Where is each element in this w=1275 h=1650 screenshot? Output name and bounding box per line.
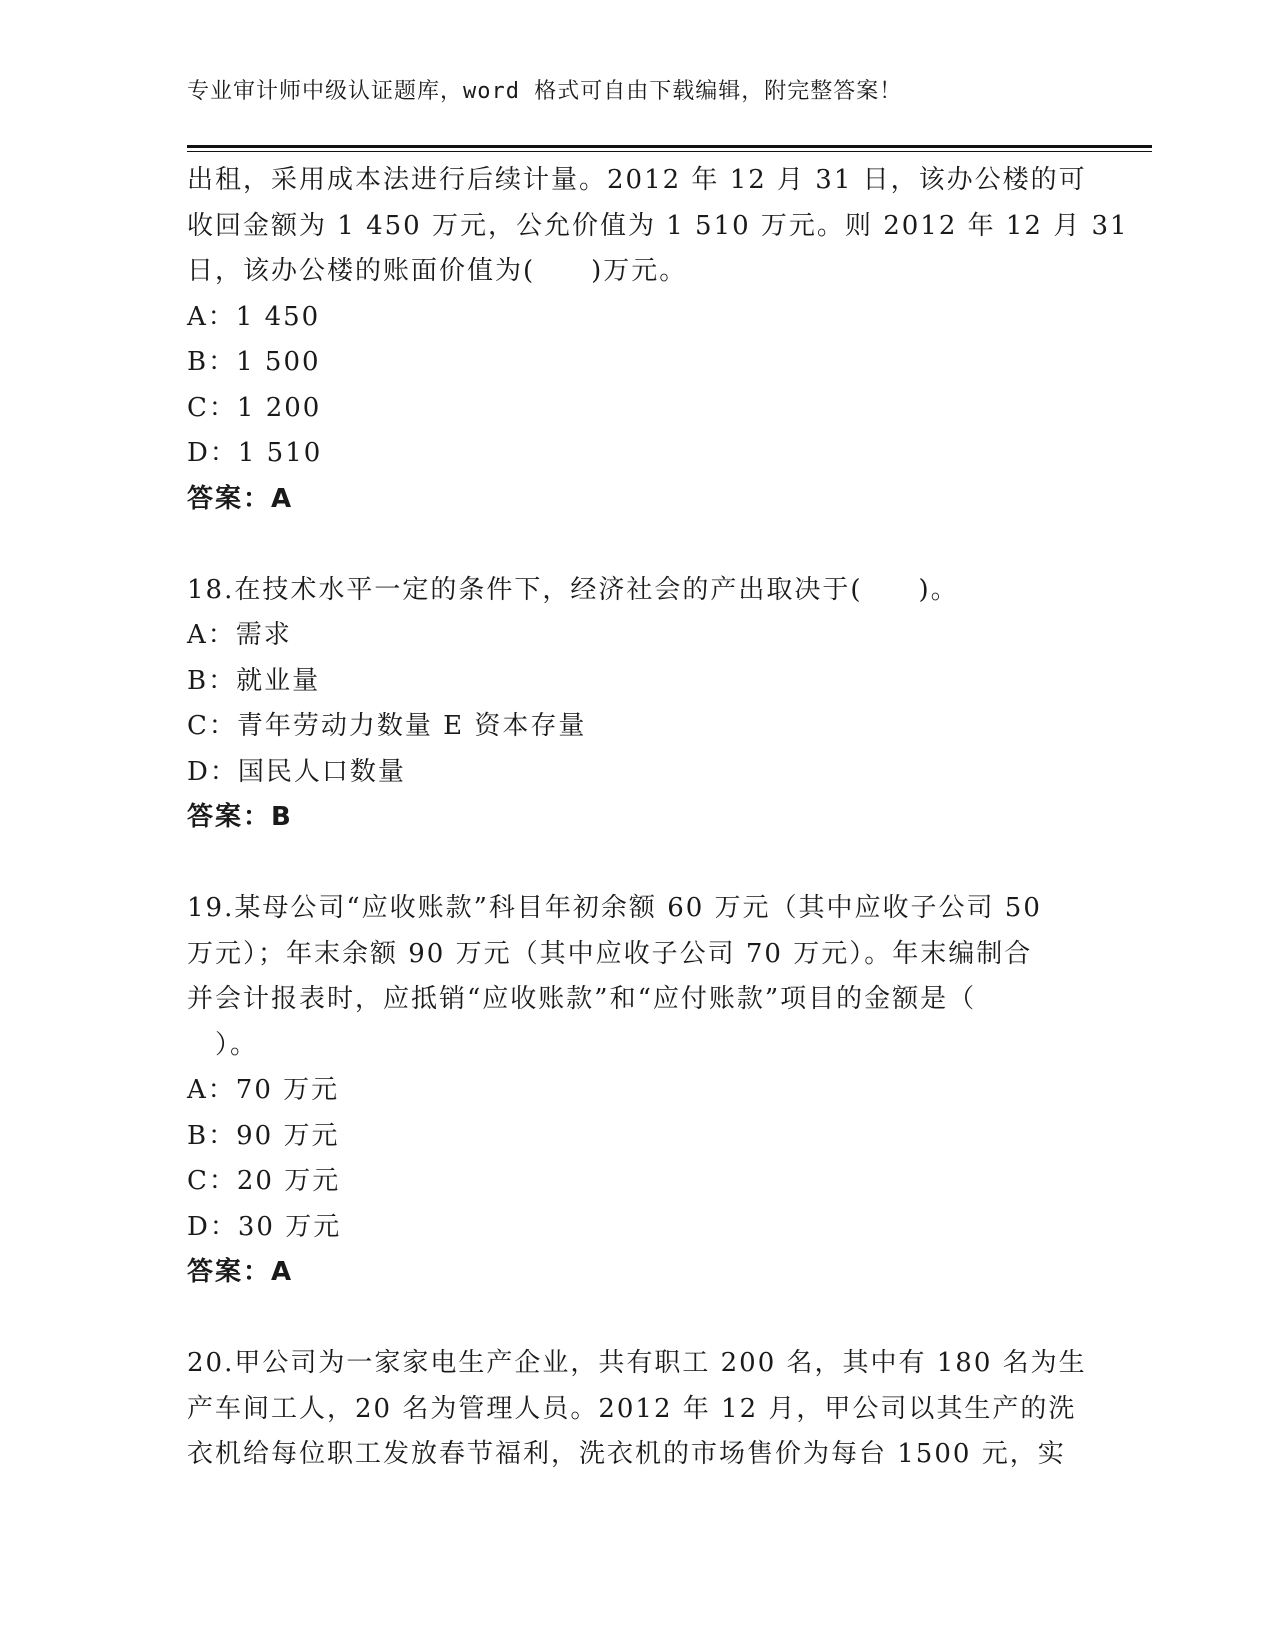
page-content [187,158,1129,1478]
option-b: B：就业量 [187,665,321,696]
page-header: 专业审计师中级认证题库，word 格式可自由下载编辑，附完整答案！ [187,79,903,104]
question-stem-line: 衣机给每位职工发放春节福利，洗衣机的市场售价为每台 1500 元，实 [187,1439,1066,1469]
question-stem-line: 万元）；年末余额 90 万元（其中应收子公司 70 万元）。年末编制合 [187,938,1033,969]
spacer [187,1296,1087,1342]
question-stem-line: 日，该办公楼的账面价值为( )万元。 [187,256,688,286]
option-a: A：70 万元 [187,1075,340,1105]
option-b: B：1 500 [187,347,321,377]
option-d: D：国民人口数量 [187,756,406,787]
option-d: D：1 510 [187,438,323,468]
question-19 [187,886,1087,1296]
option-d: D：30 万元 [187,1211,342,1242]
header-rule-thick [187,145,1152,148]
question-stem-line: 并会计报表时，应抵销“应收账款”和“应付账款”项目的金额是（ [187,984,977,1014]
option-c: C：青年劳动力数量 E 资本存量 [187,711,587,741]
question-stem-line: ）。 [187,1029,259,1060]
option-c: C：1 200 [187,392,322,423]
option-a: A：需求 [187,620,292,650]
answer: 答案：A [187,1257,294,1287]
option-c: C：20 万元 [187,1166,341,1196]
answer: 答案：A [187,483,294,514]
header-rule-thin [187,151,1152,152]
question-stem-line: 19.某母公司“应收账款”科目年初余额 60 万元（其中应收子公司 50 [187,893,1042,923]
question-stem-line: 收回金额为 1 450 万元，公允价值为 1 510 万元。则 2012 年 12 月 31 [187,210,1129,241]
question-stem-line: 20.甲公司为一家家电生产企业，共有职工 200 名，其中有 180 名为生 [187,1348,1087,1378]
option-b: B：90 万元 [187,1120,340,1151]
option-a: A：1 450 [187,301,321,332]
question-stem-line: 出租，采用成本法进行后续计量。2012 年 12 月 31 日，该办公楼的可 [187,165,1087,195]
answer: 答案：B [187,802,293,832]
question-stem-line: 产车间工人，20 名为管理人员。2012 年 12 月，甲公司以其生产的洗 [187,1393,1077,1424]
question-18 [187,568,1087,841]
spacer [187,841,1087,887]
question-17 [187,158,1129,522]
question-stem-line: 18.在技术水平一定的条件下，经济社会的产出取决于( )。 [187,574,959,605]
spacer [187,522,1087,568]
question-20 [187,1341,1087,1478]
